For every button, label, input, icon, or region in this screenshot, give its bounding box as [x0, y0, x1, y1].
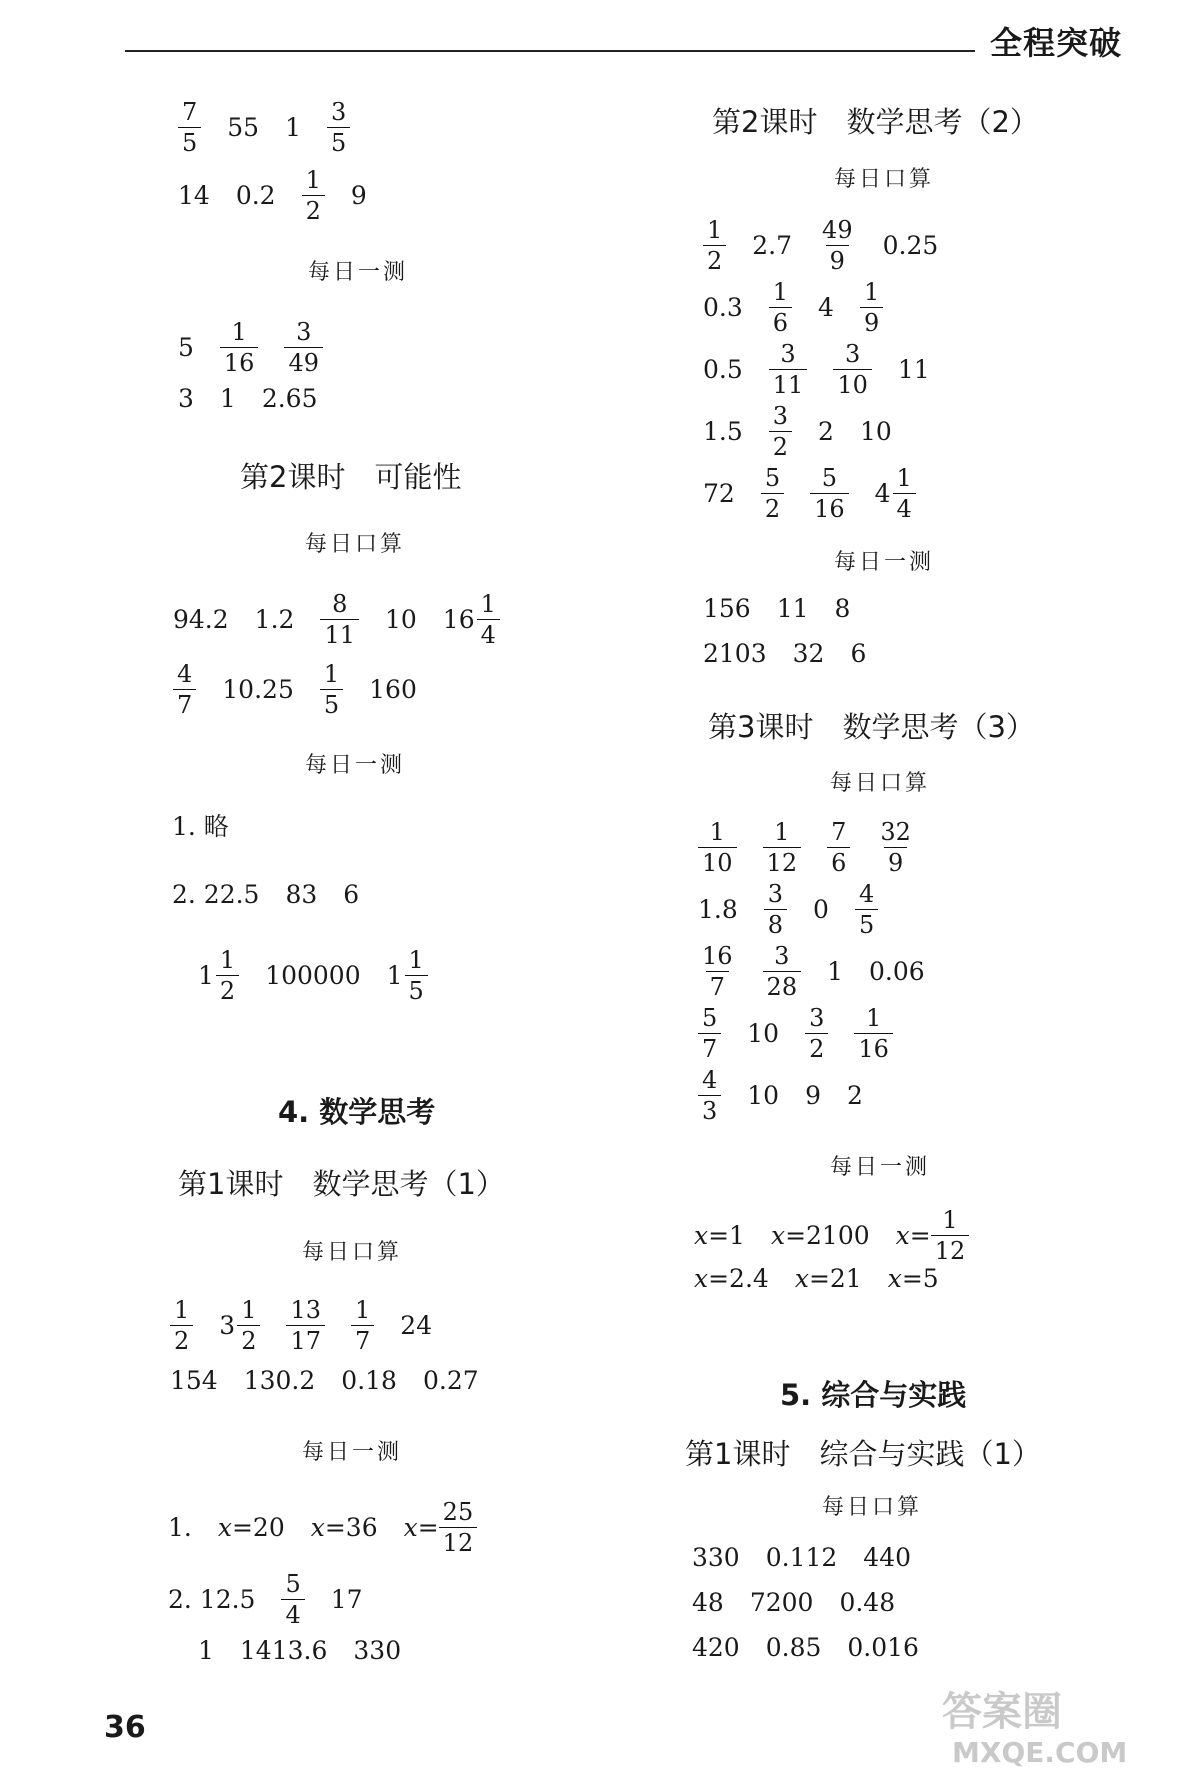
answer-value: 100000	[265, 961, 361, 990]
lesson-title: 第2课时 可能性	[240, 460, 462, 494]
answer-value: 94.2	[173, 605, 229, 634]
answer-value: 6	[343, 880, 360, 909]
answer-value: 16 $\frac{1}{4}$	[443, 592, 500, 647]
row	[703, 280, 883, 335]
answer-value	[769, 342, 808, 397]
answer-value: 0.48	[839, 1588, 896, 1617]
fraction: $\frac{7}{5}$	[178, 100, 201, 155]
fraction: $\frac{5}{4}$	[281, 1572, 304, 1627]
row	[173, 592, 500, 647]
answer-value: x =5	[887, 1264, 939, 1293]
answer-value: 2. 12.5	[168, 1585, 256, 1614]
answer-value	[876, 820, 915, 875]
fraction: $\frac{1}{6}$	[769, 280, 792, 335]
row	[178, 384, 317, 413]
answer-value	[833, 342, 872, 397]
row	[692, 1588, 895, 1617]
answer-value	[286, 1298, 325, 1353]
answer-value	[281, 1572, 304, 1627]
fraction: $\frac{1}{2}$	[703, 218, 726, 273]
answer-value: x = $\frac{25}{12}$	[404, 1500, 478, 1555]
answer-value	[302, 168, 325, 223]
fraction: $\frac{4}{5}$	[855, 882, 878, 937]
answer-value: 17	[330, 1585, 363, 1614]
answer-value: x =21	[794, 1264, 862, 1293]
fraction: $\frac{5}{16}$	[810, 466, 849, 521]
fraction: $\frac{25}{12}$	[439, 1500, 478, 1555]
lesson-title: 第3课时 数学思考（3）	[708, 710, 1035, 744]
answer-value: 9	[805, 1081, 821, 1110]
answer-value: 0	[813, 895, 829, 924]
answer-value: 2	[818, 417, 834, 446]
answer-value: 11	[776, 594, 809, 623]
answer-value: 83	[285, 880, 318, 909]
row	[178, 168, 367, 223]
answer-value: 1413.6	[239, 1636, 328, 1665]
fraction: $\frac{5}{7}$	[698, 1006, 721, 1061]
answer-value: x =36	[310, 1513, 378, 1542]
answer-value: 420	[692, 1633, 740, 1662]
answer-value: x = $\frac{1}{12}$	[896, 1208, 970, 1263]
answer-value	[764, 882, 787, 937]
answer-value: 2	[847, 1081, 863, 1110]
answer-value: 1.	[168, 1513, 192, 1542]
row	[170, 1366, 479, 1395]
answer-value: 6	[850, 639, 867, 668]
answer-value: 3	[178, 384, 194, 413]
fraction: $\frac{49}{9}$	[822, 216, 853, 275]
fraction: $\frac{4}{7}$	[173, 662, 196, 717]
watermark-url: MXQE.COM	[952, 1736, 1128, 1769]
answer-value: 11	[897, 355, 930, 384]
row	[703, 404, 892, 459]
answer-value: 2103	[703, 639, 767, 668]
answer-value	[170, 1298, 193, 1353]
answer-value: 7200	[749, 1588, 814, 1617]
answer-value	[763, 820, 802, 875]
answer-value	[173, 662, 196, 717]
answer-value: x =20	[217, 1513, 285, 1542]
answer-value: 440	[863, 1543, 912, 1572]
fraction: $\frac{1}{2}$	[170, 1298, 193, 1353]
answer-value	[698, 1006, 721, 1061]
fraction: $\frac{7}{6}$	[827, 820, 850, 875]
row	[698, 820, 915, 875]
answer-value: 10.25	[222, 675, 294, 704]
answer-value: 0.2	[235, 181, 276, 210]
answer-value: 160	[369, 675, 417, 704]
answer-value: 0.016	[847, 1633, 919, 1662]
answer-value: 5	[178, 333, 194, 362]
answer-value	[854, 1006, 893, 1061]
row	[694, 1264, 939, 1293]
fraction: $\frac{1}{4}$	[477, 592, 500, 647]
answer-value: 130.2	[243, 1366, 316, 1395]
row	[178, 320, 323, 375]
fraction: $\frac{3}{2}$	[805, 1006, 828, 1061]
answer-value: 10	[859, 417, 892, 446]
fraction: $\frac{1}{5}$	[405, 948, 428, 1003]
row	[698, 1068, 863, 1123]
answer-value	[351, 1298, 374, 1353]
subheading-daily-test: 每日一测	[830, 1155, 931, 1180]
answer-value	[761, 466, 784, 521]
brand-title: 全程突破	[990, 24, 1123, 62]
answer-value: 2. 22.5	[172, 880, 260, 909]
answer-value: 55	[227, 113, 260, 142]
answer-value: 2.7	[752, 231, 793, 260]
row	[170, 1298, 432, 1353]
answer-value: 0.18	[341, 1366, 397, 1395]
answer-value	[763, 944, 802, 999]
lesson-title: 第1课时 数学思考（1）	[178, 1167, 505, 1201]
answer-value	[855, 882, 878, 937]
lesson-title: 第1课时 综合与实践（1）	[685, 1437, 1041, 1471]
answer-value: 10	[747, 1081, 780, 1110]
row	[692, 1633, 919, 1662]
row	[703, 594, 850, 623]
answer-value: 156	[703, 594, 751, 623]
answer-value	[860, 280, 883, 335]
section-title: 5. 综合与实践	[780, 1378, 967, 1412]
answer-value: 1	[285, 113, 301, 142]
answer-value: 4 $\frac{1}{4}$	[875, 466, 916, 521]
answer-value: 48	[692, 1588, 724, 1617]
row	[198, 1636, 401, 1665]
fraction: $\frac{1}{16}$	[854, 1006, 893, 1061]
answer-value: 3 $\frac{1}{2}$	[219, 1298, 260, 1353]
row	[168, 1500, 477, 1555]
row	[168, 1572, 363, 1627]
answer-value: 0.27	[422, 1366, 479, 1395]
fraction: $\frac{3}{5}$	[327, 100, 350, 155]
row	[694, 1208, 969, 1263]
answer-value: 1 $\frac{1}{2}$	[198, 948, 239, 1003]
row	[692, 1543, 911, 1572]
answer-value: 1	[219, 384, 236, 413]
answer-value: 154	[170, 1366, 218, 1395]
fraction: $\frac{1}{12}$	[763, 820, 802, 875]
fraction: $\frac{1}{2}$	[216, 948, 239, 1003]
row	[703, 218, 938, 273]
answer-value: 9	[350, 181, 367, 210]
lesson-title: 第2课时 数学思考（2）	[712, 105, 1039, 139]
fraction: $\frac{1}{5}$	[320, 662, 343, 717]
answer-value: 1	[827, 957, 843, 986]
row	[698, 882, 878, 937]
subheading-daily-calc: 每日口算	[302, 1240, 403, 1265]
fraction: $\frac{8}{11}$	[320, 592, 359, 647]
fraction: $\frac{16}{7}$	[702, 942, 733, 1001]
fraction: $\frac{3}{2}$	[769, 404, 792, 459]
fraction: $\frac{1}{10}$	[698, 820, 737, 875]
header-rule	[125, 50, 975, 52]
answer-value	[805, 1006, 828, 1061]
answer-value	[320, 662, 343, 717]
answer-value	[698, 1068, 721, 1123]
subheading-daily-test: 每日一测	[834, 550, 935, 575]
subheading-daily-test: 每日一测	[308, 260, 409, 285]
row	[173, 662, 417, 717]
fraction: $\frac{1}{16}$	[220, 320, 259, 375]
fraction: $\frac{3}{49}$	[284, 320, 323, 375]
answer-value: 8	[834, 594, 851, 623]
fraction: $\frac{3}{28}$	[763, 944, 802, 999]
row	[703, 466, 916, 521]
answer-value	[769, 280, 792, 335]
fraction: $\frac{4}{3}$	[698, 1068, 721, 1123]
answer-value	[698, 820, 737, 875]
subheading-daily-test: 每日一测	[305, 753, 406, 778]
fraction: $\frac{1}{12}$	[931, 1208, 970, 1263]
answer-value: 1.5	[703, 417, 743, 446]
subheading-daily-test: 每日一测	[302, 1440, 403, 1465]
fraction: $\frac{32}{9}$	[880, 818, 911, 877]
answer-value: 2.65	[261, 384, 318, 413]
fraction: $\frac{13}{17}$	[286, 1298, 325, 1353]
answer-value	[698, 944, 737, 999]
answer-value: 0.112	[765, 1543, 838, 1572]
subheading-daily-calc: 每日口算	[830, 771, 931, 796]
fraction: $\frac{1}{9}$	[860, 280, 883, 335]
answer-value	[827, 820, 850, 875]
answer-value	[703, 218, 726, 273]
answer-value: 1	[198, 1636, 214, 1665]
answer-value: 330	[353, 1636, 402, 1665]
answer-value: 0.25	[882, 231, 939, 260]
answer-value: 24	[400, 1311, 433, 1340]
answer-value: 0.06	[869, 957, 925, 986]
answer-value: 0.3	[703, 293, 743, 322]
fraction: $\frac{3}{10}$	[833, 342, 872, 397]
row	[698, 944, 925, 999]
answer-value: 4	[818, 293, 834, 322]
answer-value	[220, 320, 259, 375]
subheading-daily-calc: 每日口算	[822, 1495, 923, 1520]
row	[703, 342, 930, 397]
fraction: $\frac{1}{4}$	[893, 466, 916, 521]
answer-value: 1.8	[698, 895, 738, 924]
answer-value: 330	[692, 1543, 740, 1572]
watermark-logo: 答案圈	[942, 1689, 1062, 1735]
answer-value: 0.5	[703, 355, 743, 384]
answer-value	[769, 404, 792, 459]
answer-value: 10	[747, 1019, 780, 1048]
answer-value: 72	[703, 479, 735, 508]
row	[698, 1006, 893, 1061]
fraction: $\frac{1}{2}$	[302, 168, 325, 223]
answer-value: 1 $\frac{1}{5}$	[387, 948, 428, 1003]
page-number: 36	[104, 1710, 146, 1745]
fraction: $\frac{5}{2}$	[761, 466, 784, 521]
section-title: 4. 数学思考	[278, 1095, 436, 1129]
answer-value: 14	[178, 181, 210, 210]
answer-value: 10	[384, 605, 417, 634]
row	[198, 948, 428, 1003]
answer-value: 32	[792, 639, 825, 668]
answer-value	[284, 320, 323, 375]
subheading-daily-calc: 每日口算	[834, 167, 935, 192]
row	[172, 880, 359, 909]
fraction: $\frac{3}{8}$	[764, 882, 787, 937]
answer-item: 1. 略	[172, 812, 229, 841]
fraction: $\frac{1}{2}$	[237, 1298, 260, 1353]
answer-value	[320, 592, 359, 647]
answer-value	[818, 218, 857, 273]
answer-value: x =2100	[770, 1221, 870, 1250]
answer-value	[327, 100, 350, 155]
answer-value	[178, 100, 201, 155]
fraction: $\frac{3}{11}$	[769, 342, 808, 397]
answer-value: x =1	[694, 1221, 745, 1250]
answer-value: 0.85	[765, 1633, 822, 1662]
row	[703, 639, 866, 668]
subheading-daily-calc: 每日口算	[305, 532, 406, 557]
answer-value: x =2.4	[694, 1264, 769, 1293]
answer-value	[810, 466, 849, 521]
row	[178, 100, 350, 155]
fraction: $\frac{1}{7}$	[351, 1298, 374, 1353]
answer-value: 1.2	[254, 605, 295, 634]
